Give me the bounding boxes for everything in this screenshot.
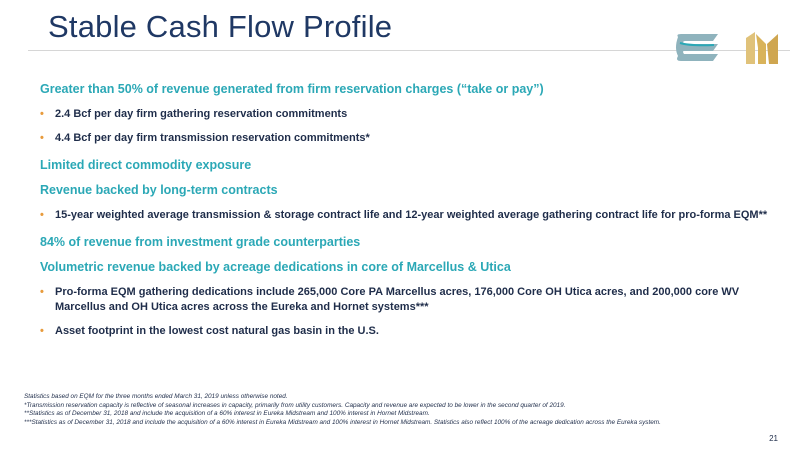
logo-group	[672, 28, 782, 68]
slide-title: Stable Cash Flow Profile	[48, 9, 393, 44]
bullet-list	[40, 107, 790, 146]
section-take-or-pay	[40, 82, 790, 146]
section-commodity-exposure	[40, 158, 790, 172]
slide-content	[40, 82, 790, 351]
bullet-item: • 2.4 Bcf per day firm gathering reservation commitments	[40, 107, 790, 122]
section-headline: Greater than 50% of revenue generated from firm reservation charges (“take or pay”)	[40, 82, 544, 96]
footnote: Statistics based on EQM for the three months ended March 31, 2019 unless otherwise noted.	[24, 393, 288, 400]
bullet-item: • 15-year weighted average transmission & storage contract life and 12-year weighted average gathering contract life for pro-forma EQM**	[40, 208, 790, 223]
section-acreage-dedications	[40, 260, 790, 339]
m-logo-icon	[742, 30, 782, 66]
section-headline: 84% of revenue from investment grade counterparties	[40, 235, 361, 249]
section-headline: Volumetric revenue backed by acreage dedications in core of Marcellus & Utica	[40, 260, 511, 274]
footnote: **Statistics as of December 31, 2018 and include the acquisition of a 60% interest in Eureka Midstream and 100% interest in Hornet Midstream.	[24, 410, 430, 418]
bullet-item: • 4.4 Bcf per day firm transmission reservation commitments*	[40, 131, 790, 146]
bullet-list	[40, 208, 790, 223]
bullet-list	[40, 285, 790, 339]
bullet-item: • Asset footprint in the lowest cost natural gas basin in the U.S.	[40, 324, 790, 339]
section-investment-grade	[40, 235, 790, 249]
section-headline: Limited direct commodity exposure	[40, 158, 252, 172]
bullet-item: • Pro-forma EQM gathering dedications include 265,000 Core PA Marcellus acres, 176,000 Core OH Utica acres, and 200,000 core WV Marcellus and OH Utica acres across the Eureka and Hornet systems***	[40, 285, 790, 315]
equitrans-e-logo-icon	[672, 31, 724, 65]
section-long-term-contracts	[40, 183, 790, 223]
section-headline: Revenue backed by long-term contracts	[40, 183, 278, 197]
footnote: ***Statistics as of December 31, 2018 and include the acquisition of a 60% interest in Eureka Midstream and 100% interest in Hornet Midstream. Statistics also reflect 100% of the acreage dedication across the Eureka system.	[24, 418, 661, 426]
footnote: *Transmission reservation capacity is reflective of seasonal increases in capacity, primarily from utility customers. Capacity and revenue are expected to be lower in the second quarter of 2019.	[24, 401, 566, 409]
page-number: 21	[769, 434, 778, 443]
footnotes	[24, 393, 794, 427]
